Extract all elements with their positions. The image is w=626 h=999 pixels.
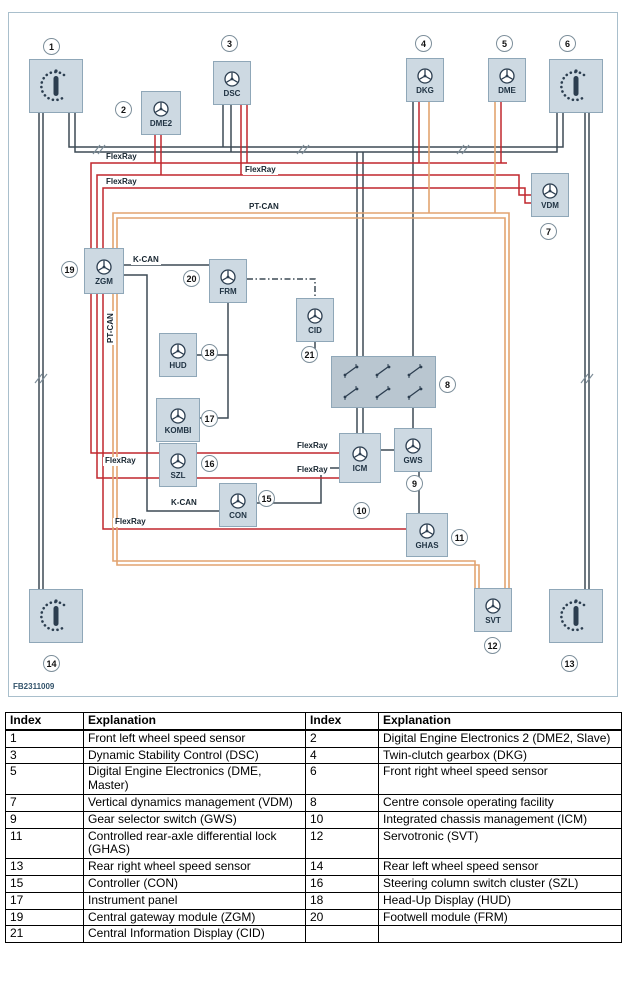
explanation-cell: Front right wheel speed sensor <box>379 764 622 795</box>
explanation-cell: Digital Engine Electronics 2 (DME2, Slave) <box>379 730 622 747</box>
ecu-icon <box>222 69 242 89</box>
callout-12: 12 <box>484 637 501 654</box>
index-cell: 10 <box>306 811 379 828</box>
switch-icon <box>372 363 396 379</box>
bus-label-flexray: FlexRay <box>105 456 136 465</box>
callout-17: 17 <box>201 410 218 427</box>
table-row <box>6 811 622 828</box>
module-label: SZL <box>170 470 186 480</box>
explanation-cell: Instrument panel <box>84 892 306 909</box>
module-label: FRM <box>219 286 237 296</box>
explanation-cell: Steering column switch cluster (SZL) <box>379 875 622 892</box>
explanation-cell: Digital Engine Electronics (DME, Master) <box>84 764 306 795</box>
table-row <box>6 730 622 747</box>
switch-icon <box>404 363 428 379</box>
module-dme2 <box>141 91 181 135</box>
index-cell: 17 <box>6 892 84 909</box>
module-label: DME2 <box>149 118 173 128</box>
module-hud <box>159 333 197 377</box>
index-cell: 7 <box>6 794 84 811</box>
module-label: DME <box>498 85 516 95</box>
ecu-icon <box>483 596 503 616</box>
col-header-index-2: Index <box>306 713 379 730</box>
module-label: GWS <box>403 455 423 465</box>
ecu-icon <box>94 257 114 277</box>
callout-15: 15 <box>258 490 275 507</box>
callout-13: 13 <box>561 655 578 672</box>
index-cell: 6 <box>306 764 379 795</box>
callout-4: 4 <box>415 35 432 52</box>
callout-20: 20 <box>183 270 200 287</box>
index-cell: 2 <box>306 730 379 747</box>
module-dme <box>488 58 526 102</box>
explanation-cell: Twin-clutch gearbox (DKG) <box>379 747 622 764</box>
bus-label-pt-can: PT-CAN <box>106 313 115 343</box>
col-header-index-1: Index <box>6 713 84 730</box>
wheel-speed-sensor-front-right <box>549 59 603 113</box>
table-row <box>6 909 622 926</box>
index-cell: 20 <box>306 909 379 926</box>
callout-18: 18 <box>201 344 218 361</box>
index-cell: 8 <box>306 794 379 811</box>
explanation-cell <box>379 926 622 943</box>
callout-8: 8 <box>439 376 456 393</box>
switch-icon <box>340 385 364 401</box>
callout-1: 1 <box>43 38 60 55</box>
module-dkg <box>406 58 444 102</box>
callout-3: 3 <box>221 35 238 52</box>
module-zgm <box>84 248 124 294</box>
module-label: GHAS <box>415 540 439 550</box>
ecu-icon <box>415 66 435 86</box>
table-row <box>6 926 622 943</box>
module-icm <box>339 433 381 483</box>
switch-icon <box>340 363 364 379</box>
explanation-cell: Rear left wheel speed sensor <box>379 859 622 876</box>
bus-label-flexray: FlexRay <box>106 152 137 161</box>
wheel-speed-sensor-rear-left <box>29 589 83 643</box>
explanation-cell: Controller (CON) <box>84 875 306 892</box>
ecu-icon <box>168 341 188 361</box>
table-row <box>6 828 622 859</box>
bus-label-flexray: FlexRay <box>115 517 146 526</box>
table-header-row <box>6 713 622 730</box>
explanation-cell: Dynamic Stability Control (DSC) <box>84 747 306 764</box>
module-label: ICM <box>352 463 368 473</box>
explanation-cell: Controlled rear-axle differential lock (GHAS) <box>84 828 306 859</box>
diagram-canvas <box>8 12 618 697</box>
module-label: HUD <box>169 360 187 370</box>
callout-19: 19 <box>61 261 78 278</box>
module-gws <box>394 428 432 472</box>
explanation-cell: Vertical dynamics management (VDM) <box>84 794 306 811</box>
module-label: DKG <box>416 85 434 95</box>
callout-10: 10 <box>353 502 370 519</box>
index-cell: 11 <box>6 828 84 859</box>
bus-label-flexray: FlexRay <box>106 177 137 186</box>
index-cell: 18 <box>306 892 379 909</box>
index-cell: 4 <box>306 747 379 764</box>
callout-9: 9 <box>406 475 423 492</box>
ecu-icon <box>305 306 325 326</box>
module-label: SVT <box>485 615 501 625</box>
wheel-sensor-icon <box>557 67 595 105</box>
callout-11: 11 <box>451 529 468 546</box>
table-row <box>6 747 622 764</box>
explanation-cell: Footwell module (FRM) <box>379 909 622 926</box>
explanation-cell: Integrated chassis management (ICM) <box>379 811 622 828</box>
table-row <box>6 875 622 892</box>
ecu-icon <box>540 181 560 201</box>
ecu-icon <box>417 521 437 541</box>
module-con <box>219 483 257 527</box>
bus-label-pt-can: PT-CAN <box>249 202 279 211</box>
explanation-cell: Central gateway module (ZGM) <box>84 909 306 926</box>
index-cell: 12 <box>306 828 379 859</box>
index-cell: 15 <box>6 875 84 892</box>
callout-7: 7 <box>540 223 557 240</box>
ecu-icon <box>228 491 248 511</box>
module-dsc <box>213 61 251 105</box>
col-header-explanation-2: Explanation <box>379 713 622 730</box>
module-centre-console <box>331 356 436 408</box>
callout-14: 14 <box>43 655 60 672</box>
module-label: ZGM <box>95 276 113 286</box>
table-row <box>6 794 622 811</box>
wheel-sensor-icon <box>557 597 595 635</box>
module-label: DSC <box>223 88 241 98</box>
index-cell: 3 <box>6 747 84 764</box>
bus-label-flexray: FlexRay <box>245 165 276 174</box>
module-kombi <box>156 398 200 442</box>
module-svt <box>474 588 512 632</box>
module-label: CON <box>229 510 247 520</box>
module-cid <box>296 298 334 342</box>
module-frm <box>209 259 247 303</box>
callout-16: 16 <box>201 455 218 472</box>
table-row <box>6 892 622 909</box>
index-cell: 1 <box>6 730 84 747</box>
module-szl <box>159 443 197 487</box>
figure-caption: FB2311009 <box>13 682 55 691</box>
switch-icon <box>372 385 396 401</box>
explanation-cell: Front left wheel speed sensor <box>84 730 306 747</box>
explanation-cell: Central Information Display (CID) <box>84 926 306 943</box>
module-ghas <box>406 513 448 557</box>
ecu-icon <box>218 267 238 287</box>
ecu-icon <box>403 436 423 456</box>
callout-2: 2 <box>115 101 132 118</box>
index-cell: 14 <box>306 859 379 876</box>
ecu-icon <box>168 406 188 426</box>
module-label: CID <box>308 325 322 335</box>
explanation-cell: Rear right wheel speed sensor <box>84 859 306 876</box>
wheel-speed-sensor-rear-right <box>549 589 603 643</box>
wheel-speed-sensor-front-left <box>29 59 83 113</box>
module-label: VDM <box>541 200 559 210</box>
index-cell: 19 <box>6 909 84 926</box>
index-cell: 13 <box>6 859 84 876</box>
wheel-sensor-icon <box>37 67 75 105</box>
callout-6: 6 <box>559 35 576 52</box>
legend-table <box>5 712 622 943</box>
explanation-cell: Gear selector switch (GWS) <box>84 811 306 828</box>
index-cell: 9 <box>6 811 84 828</box>
index-cell: 5 <box>6 764 84 795</box>
index-cell: 16 <box>306 875 379 892</box>
col-header-explanation-1: Explanation <box>84 713 306 730</box>
ecu-icon <box>151 99 171 119</box>
module-vdm <box>531 173 569 217</box>
ecu-icon <box>350 444 370 464</box>
index-cell: 21 <box>6 926 84 943</box>
ecu-icon <box>497 66 517 86</box>
table-row <box>6 859 622 876</box>
explanation-cell: Head-Up Display (HUD) <box>379 892 622 909</box>
explanation-cell: Servotronic (SVT) <box>379 828 622 859</box>
module-label: KOMBI <box>164 425 192 435</box>
switch-icon <box>404 385 428 401</box>
callout-5: 5 <box>496 35 513 52</box>
bus-label-k-can: K-CAN <box>171 498 197 507</box>
bus-label-k-can: K-CAN <box>133 255 159 264</box>
bus-label-flexray: FlexRay <box>297 465 328 474</box>
wheel-sensor-icon <box>37 597 75 635</box>
callout-21: 21 <box>301 346 318 363</box>
ecu-icon <box>168 451 188 471</box>
explanation-cell: Centre console operating facility <box>379 794 622 811</box>
bus-label-flexray: FlexRay <box>297 441 328 450</box>
index-cell <box>306 926 379 943</box>
table-row <box>6 764 622 795</box>
